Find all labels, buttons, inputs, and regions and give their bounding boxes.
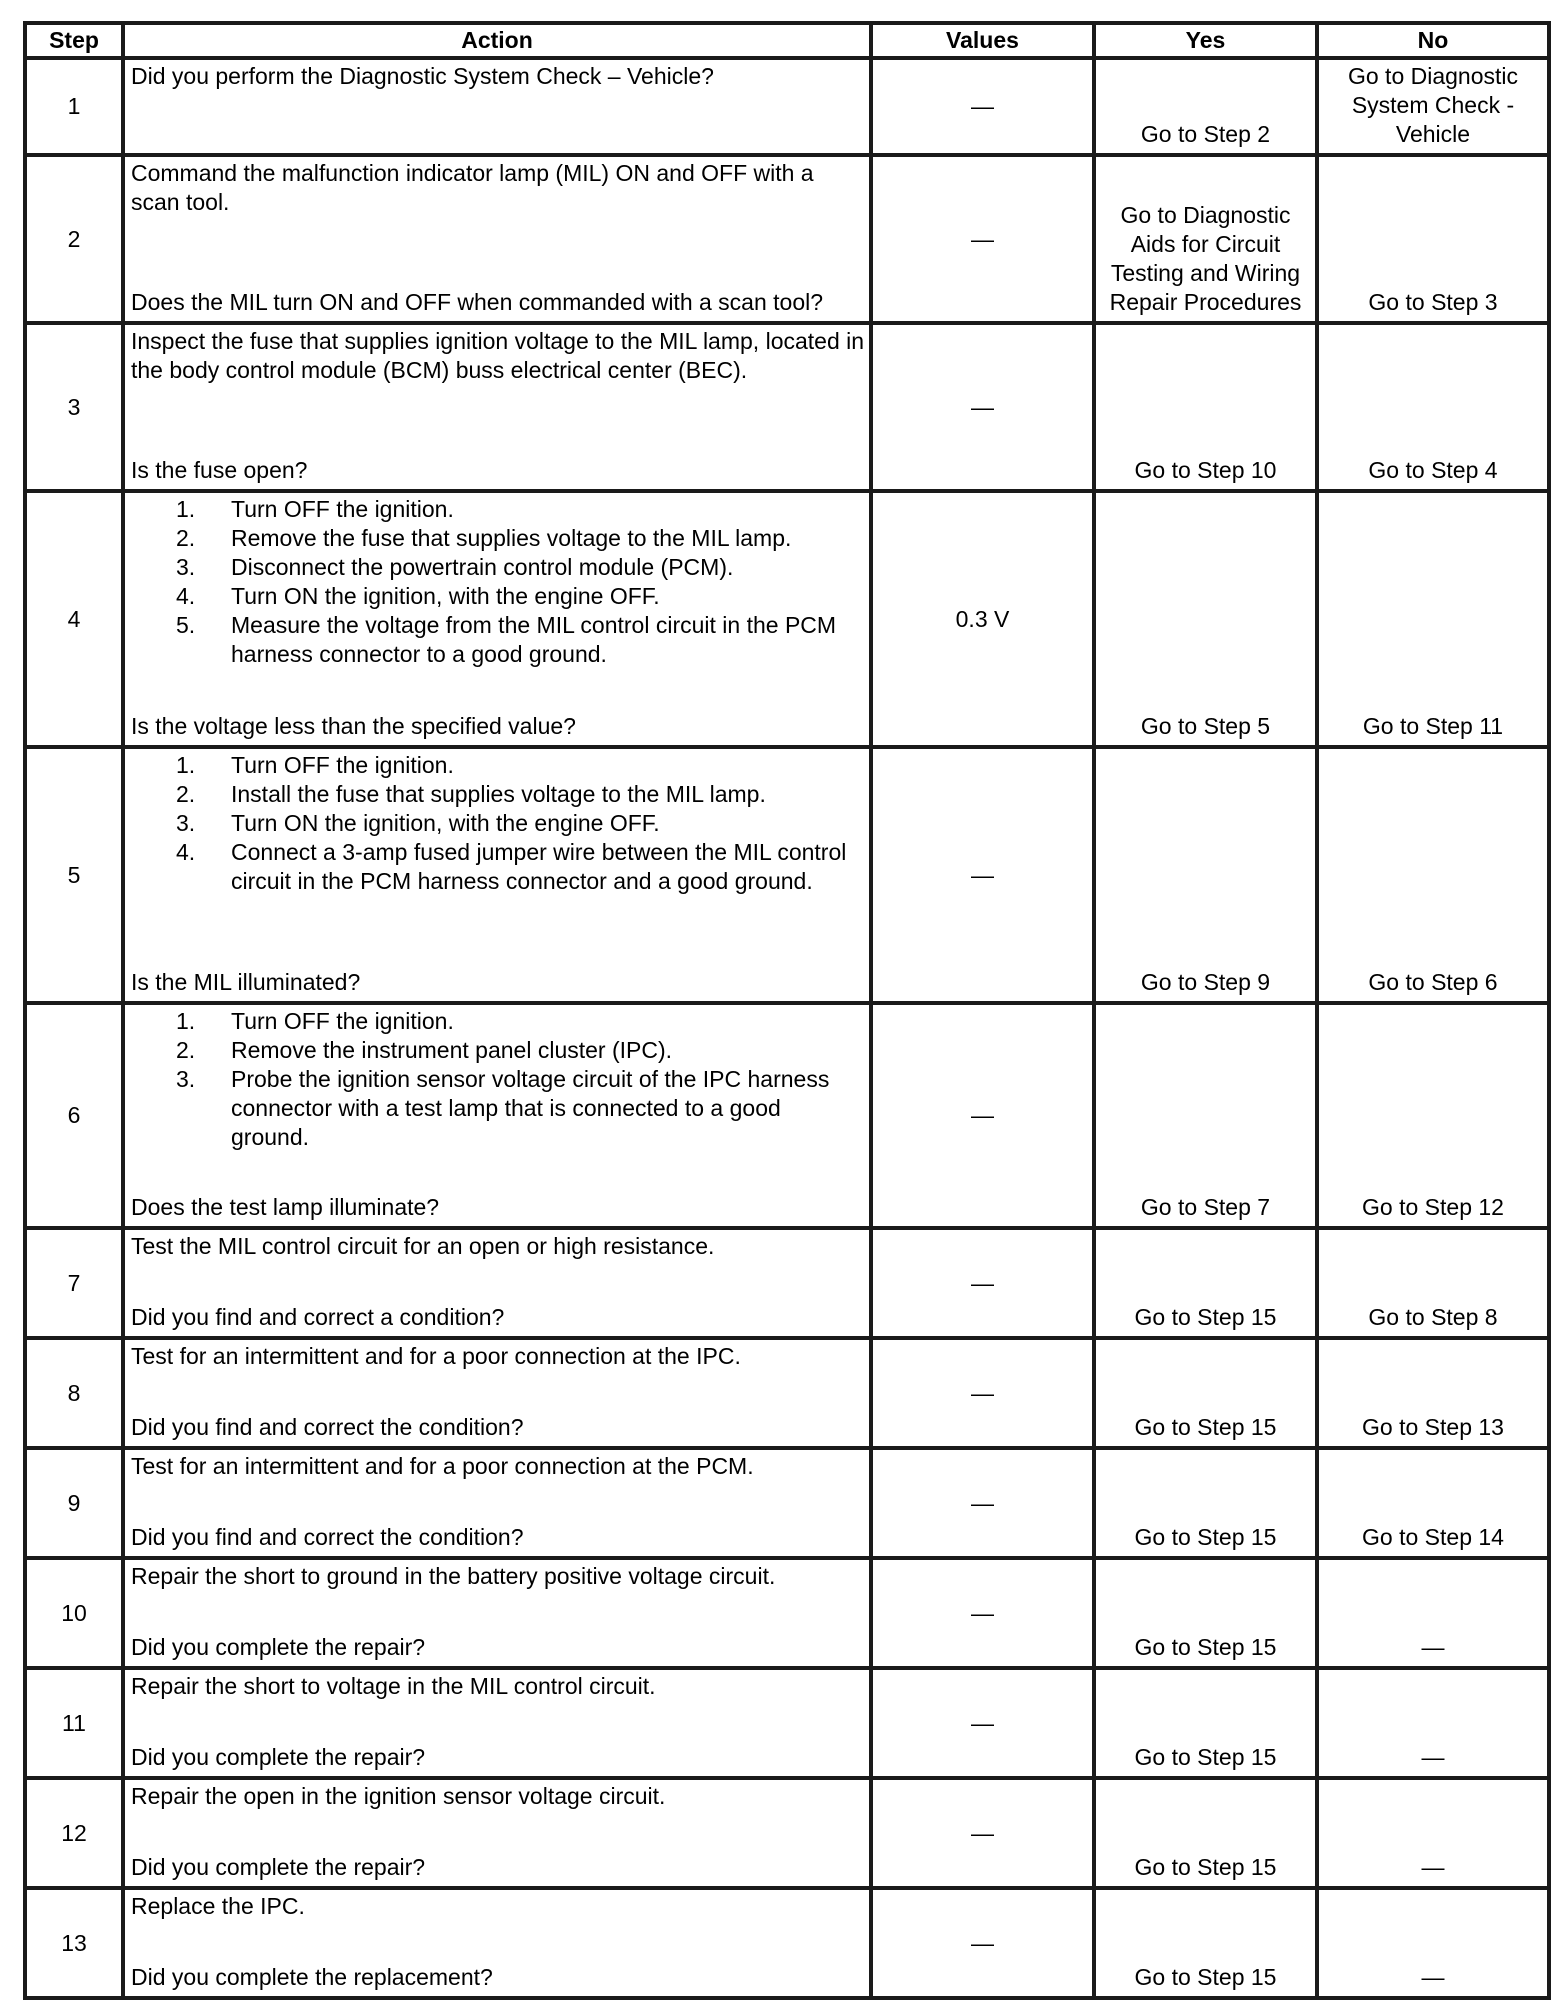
action-instructions (131, 1892, 865, 1921)
procedure-step-text: Disconnect the powertrain control module (PCM). (231, 554, 734, 580)
action-content (131, 1342, 865, 1442)
action-text: Test for an intermittent and for a poor connection at the IPC. (131, 1343, 741, 1369)
procedure-step-text: Turn ON the ignition, with the engine OFF. (231, 583, 660, 609)
procedure-step-text: Probe the ignition sensor voltage circuit of the IPC harness connector with a test lamp that is connected to a good ground. (231, 1066, 830, 1150)
value-cell: — (871, 747, 1094, 1003)
step-number: 9 (25, 1448, 123, 1558)
action-cell (123, 1003, 871, 1228)
action-content (131, 751, 865, 997)
step-number: 10 (25, 1558, 123, 1668)
procedure-step-text: Turn OFF the ignition. (231, 496, 454, 522)
procedure-step (176, 809, 865, 838)
header-row (25, 23, 1549, 58)
diagnostic-table-sheet (23, 21, 1547, 2000)
procedure-step (176, 495, 865, 524)
action-cell (123, 1338, 871, 1448)
procedure-step-text: Turn OFF the ignition. (231, 1008, 454, 1034)
step-number: 11 (25, 1668, 123, 1778)
step-number: 13 (25, 1888, 123, 1998)
yes-cell: Go to Diagnostic Aids for Circuit Testing and Wiring Repair Procedures (1094, 155, 1317, 323)
header-step: Step (25, 23, 123, 58)
action-cell (123, 1228, 871, 1338)
yes-cell: Go to Step 7 (1094, 1003, 1317, 1228)
step-number: 6 (25, 1003, 123, 1228)
procedure-step-number: 2. (176, 1037, 196, 1063)
action-question: Did you complete the repair? (131, 1744, 426, 1770)
action-content (131, 1782, 865, 1882)
action-instructions (131, 1672, 865, 1701)
value-cell: 0.3 V (871, 491, 1094, 747)
action-question: Did you complete the repair? (131, 1634, 426, 1660)
yes-cell: Go to Step 15 (1094, 1778, 1317, 1888)
value-cell: — (871, 1448, 1094, 1558)
step-number: 12 (25, 1778, 123, 1888)
procedure-step-number: 3. (176, 554, 196, 580)
value-cell: — (871, 155, 1094, 323)
step-number: 4 (25, 491, 123, 747)
procedure-step (176, 582, 865, 611)
action-content (131, 1892, 865, 1992)
action-instructions (131, 1562, 865, 1591)
action-instructions (131, 1007, 865, 1152)
no-cell: Go to Step 4 (1317, 323, 1549, 491)
procedure-step-number: 4. (176, 839, 196, 865)
yes-cell: Go to Step 15 (1094, 1558, 1317, 1668)
procedure-step-text: Measure the voltage from the MIL control circuit in the PCM harness connector to a good ground. (231, 612, 837, 667)
action-question: Did you complete the repair? (131, 1854, 426, 1880)
procedure-step (176, 1007, 865, 1036)
table-row (25, 1338, 1549, 1448)
yes-cell: Go to Step 15 (1094, 1448, 1317, 1558)
procedure-list (131, 751, 865, 896)
action-content (131, 62, 865, 149)
procedure-step-number: 4. (176, 583, 196, 609)
procedure-step-number: 1. (176, 1008, 196, 1034)
value-cell: — (871, 1888, 1094, 1998)
procedure-step (176, 524, 865, 553)
no-cell: — (1317, 1668, 1549, 1778)
table-row (25, 1888, 1549, 1998)
action-content (131, 159, 865, 317)
action-question: Is the MIL illuminated? (131, 969, 361, 995)
yes-cell: Go to Step 15 (1094, 1338, 1317, 1448)
action-question: Is the fuse open? (131, 457, 308, 483)
table-row (25, 1003, 1549, 1228)
action-question: Did you find and correct a condition? (131, 1304, 505, 1330)
table-row (25, 155, 1549, 323)
value-cell: — (871, 1778, 1094, 1888)
procedure-step-number: 2. (176, 525, 196, 551)
action-instructions (131, 159, 865, 217)
action-text: Repair the short to ground in the battery positive voltage circuit. (131, 1563, 776, 1589)
action-instructions (131, 1452, 865, 1481)
action-content (131, 1232, 865, 1332)
procedure-step-number: 1. (176, 496, 196, 522)
action-question: Did you find and correct the condition? (131, 1414, 524, 1440)
header-no: No (1317, 23, 1549, 58)
action-text: Repair the short to voltage in the MIL control circuit. (131, 1673, 656, 1699)
diagnostic-table (23, 21, 1551, 2000)
no-cell: — (1317, 1888, 1549, 1998)
procedure-step-text: Turn OFF the ignition. (231, 752, 454, 778)
action-question: Does the test lamp illuminate? (131, 1194, 440, 1220)
table-row (25, 747, 1549, 1003)
procedure-step-number: 1. (176, 752, 196, 778)
procedure-step-number: 3. (176, 810, 196, 836)
action-content (131, 327, 865, 485)
value-cell: — (871, 1338, 1094, 1448)
procedure-step (176, 838, 865, 896)
step-number: 5 (25, 747, 123, 1003)
procedure-step-number: 3. (176, 1066, 196, 1092)
value-cell: — (871, 1228, 1094, 1338)
action-text: Test the MIL control circuit for an open or high resistance. (131, 1233, 715, 1259)
procedure-step-text: Turn ON the ignition, with the engine OFF. (231, 810, 660, 836)
header-yes: Yes (1094, 23, 1317, 58)
no-cell: Go to Diagnostic System Check - Vehicle (1317, 58, 1549, 155)
action-text: Repair the open in the ignition sensor voltage circuit. (131, 1783, 666, 1809)
action-instructions (131, 327, 865, 385)
action-cell (123, 1668, 871, 1778)
procedure-step-number: 5. (176, 612, 196, 638)
value-cell: — (871, 1668, 1094, 1778)
action-text: Command the malfunction indicator lamp (MIL) ON and OFF with a scan tool. (131, 160, 814, 215)
action-instructions (131, 1342, 865, 1371)
table-row (25, 58, 1549, 155)
table-row (25, 1558, 1549, 1668)
procedure-step-text: Remove the fuse that supplies voltage to the MIL lamp. (231, 525, 792, 551)
yes-cell: Go to Step 10 (1094, 323, 1317, 491)
no-cell: — (1317, 1558, 1549, 1668)
action-content (131, 495, 865, 741)
no-cell: Go to Step 3 (1317, 155, 1549, 323)
yes-cell: Go to Step 15 (1094, 1228, 1317, 1338)
yes-cell: Go to Step 9 (1094, 747, 1317, 1003)
action-question: Did you complete the replacement? (131, 1964, 493, 1990)
action-question: Did you find and correct the condition? (131, 1524, 524, 1550)
procedure-step (176, 1036, 865, 1065)
action-content (131, 1672, 865, 1772)
action-cell (123, 491, 871, 747)
action-text: Did you perform the Diagnostic System Check – Vehicle? (131, 63, 714, 89)
value-cell: — (871, 58, 1094, 155)
action-cell (123, 1778, 871, 1888)
action-cell (123, 155, 871, 323)
step-number: 1 (25, 58, 123, 155)
no-cell: Go to Step 8 (1317, 1228, 1549, 1338)
procedure-step (176, 1065, 865, 1152)
procedure-list (131, 1007, 865, 1152)
action-content (131, 1562, 865, 1662)
no-cell: Go to Step 13 (1317, 1338, 1549, 1448)
value-cell: — (871, 1003, 1094, 1228)
action-cell (123, 1448, 871, 1558)
yes-cell: Go to Step 15 (1094, 1888, 1317, 1998)
value-cell: — (871, 323, 1094, 491)
action-instructions (131, 62, 865, 91)
table-row (25, 1448, 1549, 1558)
yes-cell: Go to Step 5 (1094, 491, 1317, 747)
action-instructions (131, 1232, 865, 1261)
step-number: 7 (25, 1228, 123, 1338)
no-cell: — (1317, 1778, 1549, 1888)
action-cell (123, 58, 871, 155)
no-cell: Go to Step 12 (1317, 1003, 1549, 1228)
action-instructions (131, 751, 865, 896)
action-content (131, 1452, 865, 1552)
action-cell (123, 747, 871, 1003)
action-content (131, 1007, 865, 1222)
step-number: 2 (25, 155, 123, 323)
action-cell (123, 323, 871, 491)
procedure-step (176, 751, 865, 780)
procedure-step (176, 780, 865, 809)
table-row (25, 1668, 1549, 1778)
yes-cell: Go to Step 2 (1094, 58, 1317, 155)
action-text: Test for an intermittent and for a poor connection at the PCM. (131, 1453, 754, 1479)
action-text: Inspect the fuse that supplies ignition voltage to the MIL lamp, located in the body control module (BCM) buss electrical center (BEC). (131, 328, 865, 383)
table-row (25, 1778, 1549, 1888)
action-cell (123, 1888, 871, 1998)
no-cell: Go to Step 6 (1317, 747, 1549, 1003)
header-values: Values (871, 23, 1094, 58)
action-text: Replace the IPC. (131, 1893, 305, 1919)
action-instructions (131, 1782, 865, 1811)
action-cell (123, 1558, 871, 1668)
value-cell: — (871, 1558, 1094, 1668)
yes-cell: Go to Step 15 (1094, 1668, 1317, 1778)
procedure-step-text: Connect a 3-amp fused jumper wire between the MIL control circuit in the PCM harness connector and a good ground. (231, 839, 847, 894)
action-question: Is the voltage less than the specified value? (131, 713, 576, 739)
no-cell: Go to Step 14 (1317, 1448, 1549, 1558)
procedure-step-number: 2. (176, 781, 196, 807)
action-instructions (131, 495, 865, 669)
procedure-step-text: Install the fuse that supplies voltage to the MIL lamp. (231, 781, 766, 807)
step-number: 8 (25, 1338, 123, 1448)
procedure-step (176, 553, 865, 582)
header-action: Action (123, 23, 871, 58)
no-cell: Go to Step 11 (1317, 491, 1549, 747)
table-row (25, 323, 1549, 491)
procedure-list (131, 495, 865, 669)
action-question: Does the MIL turn ON and OFF when commanded with a scan tool? (131, 289, 824, 315)
table-row (25, 1228, 1549, 1338)
procedure-step (176, 611, 865, 669)
procedure-step-text: Remove the instrument panel cluster (IPC). (231, 1037, 673, 1063)
table-row (25, 491, 1549, 747)
step-number: 3 (25, 323, 123, 491)
